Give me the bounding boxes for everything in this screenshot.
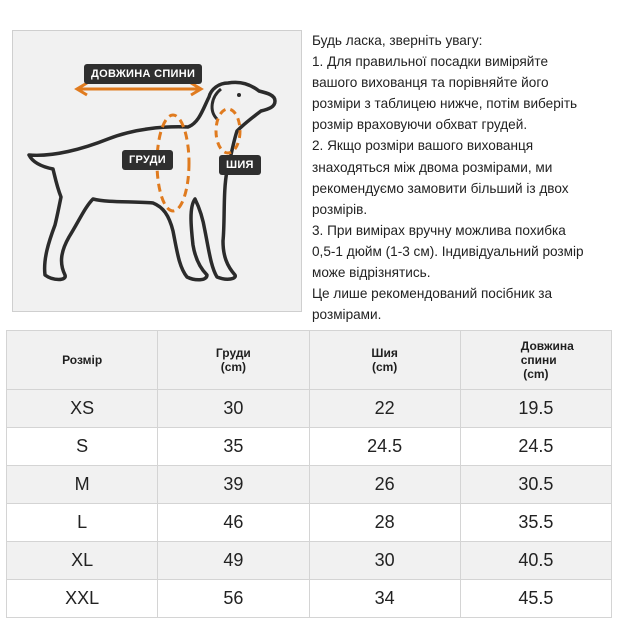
cell-chest: 46 bbox=[158, 504, 309, 542]
cell-neck: 34 bbox=[309, 580, 460, 618]
note-line: вашого вихованця та порівняйте його bbox=[312, 75, 549, 91]
note-line: 3. При вимірах вручну можлива похибка bbox=[312, 222, 566, 238]
table-header-row bbox=[7, 331, 612, 390]
note-line: розмір враховуючи обхват грудей. bbox=[312, 117, 528, 133]
table-row bbox=[7, 390, 612, 428]
cell-neck: 26 bbox=[309, 466, 460, 504]
size-table bbox=[6, 330, 612, 618]
table-row bbox=[7, 504, 612, 542]
table-row bbox=[7, 542, 612, 580]
note-line: рекомендуємо замовити більший із двох bbox=[312, 180, 569, 196]
table-row bbox=[7, 580, 612, 618]
cell-back-length: 24.5 bbox=[460, 428, 611, 466]
chest-label: ГРУДИ bbox=[122, 150, 173, 170]
cell-size: L bbox=[7, 504, 158, 542]
sizing-notes bbox=[312, 30, 618, 325]
table-row bbox=[7, 466, 612, 504]
table-row bbox=[7, 428, 612, 466]
cell-neck: 28 bbox=[309, 504, 460, 542]
cell-chest: 56 bbox=[158, 580, 309, 618]
note-line: розміри з таблицею нижче, потім виберіть bbox=[312, 96, 578, 112]
header-chest: Груди (cm) bbox=[158, 331, 309, 390]
dog-measurement-diagram bbox=[12, 30, 302, 312]
note-line: 2. Якщо розміри вашого вихованця bbox=[312, 138, 534, 154]
note-line: знаходяться між двома розмірами, ми bbox=[312, 159, 553, 175]
cell-back-length: 35.5 bbox=[460, 504, 611, 542]
cell-chest: 49 bbox=[158, 542, 309, 580]
cell-size: M bbox=[7, 466, 158, 504]
cell-neck: 30 bbox=[309, 542, 460, 580]
header-neck: Шия (cm) bbox=[309, 331, 460, 390]
cell-chest: 30 bbox=[158, 390, 309, 428]
cell-back-length: 19.5 bbox=[460, 390, 611, 428]
note-line: Будь ласка, зверніть увагу: bbox=[312, 33, 483, 48]
note-line: розмірами. bbox=[312, 307, 382, 323]
note-line: розмірів. bbox=[312, 201, 368, 217]
cell-size: XL bbox=[7, 542, 158, 580]
cell-neck: 22 bbox=[309, 390, 460, 428]
cell-back-length: 45.5 bbox=[460, 580, 611, 618]
back-length-label: ДОВЖИНА СПИНИ bbox=[84, 64, 202, 84]
header-size: Розмір bbox=[7, 331, 158, 390]
neck-label: ШИЯ bbox=[219, 155, 261, 175]
cell-back-length: 30.5 bbox=[460, 466, 611, 504]
cell-size: S bbox=[7, 428, 158, 466]
note-line: 1. Для правильної посадки виміряйте bbox=[312, 54, 549, 70]
cell-chest: 35 bbox=[158, 428, 309, 466]
note-line: може відрізнятись. bbox=[312, 265, 431, 281]
cell-size: XS bbox=[7, 390, 158, 428]
cell-size: XXL bbox=[7, 580, 158, 618]
cell-back-length: 40.5 bbox=[460, 542, 611, 580]
note-line: Це лише рекомендований посібник за bbox=[312, 286, 553, 302]
header-back-length: Довжина спини (cm) bbox=[460, 331, 611, 390]
cell-neck: 24.5 bbox=[309, 428, 460, 466]
note-line: 0,5-1 дюйм (1-3 см). Індивідуальний розмір bbox=[312, 243, 584, 259]
cell-chest: 39 bbox=[158, 466, 309, 504]
